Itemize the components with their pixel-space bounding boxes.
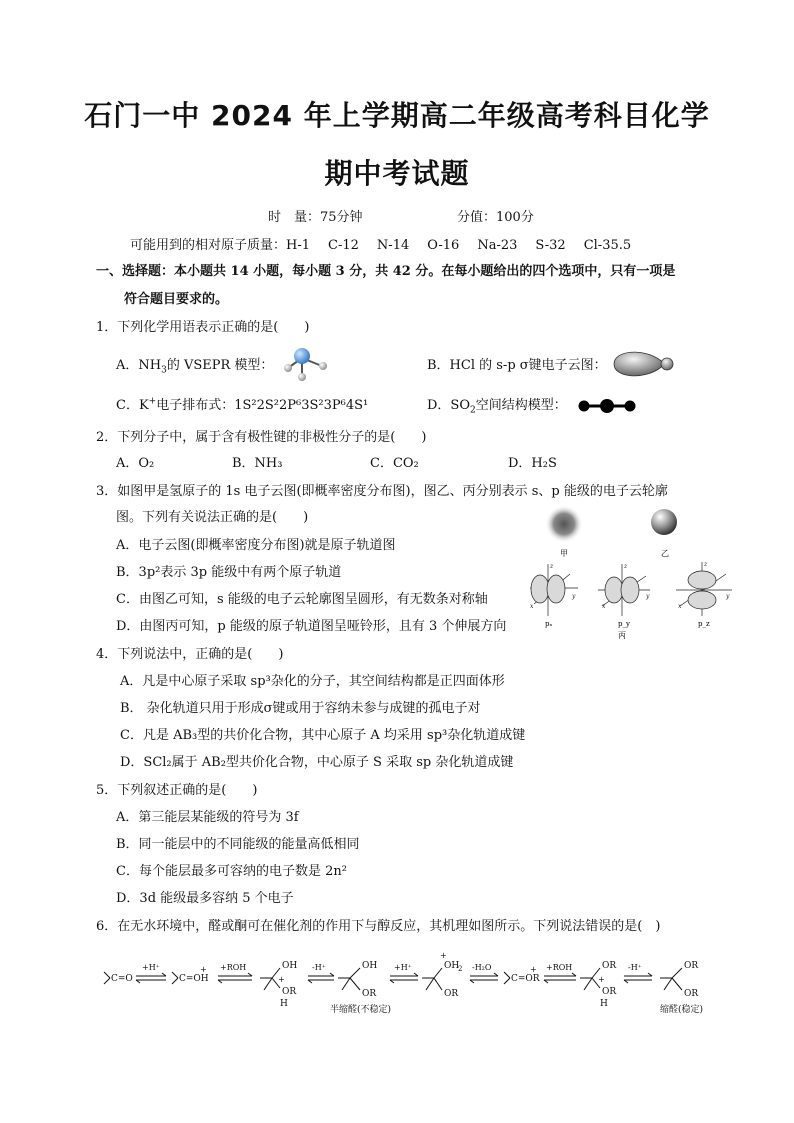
q2-stem: 2．下列分子中，属于含有极性键的非极性分子的是( ) — [96, 430, 427, 445]
svg-text:OR: OR — [602, 961, 617, 971]
q1-stem: 1．下列化学用语表示正确的是( ) — [96, 320, 310, 335]
equilibrium-arrow-2 — [218, 973, 252, 983]
svg-text:C=O: C=O — [111, 974, 133, 984]
svg-text:H: H — [600, 999, 608, 1009]
q2-option-d: D．H₂S — [508, 456, 557, 471]
atomic-mass-na: Na-23 — [477, 238, 518, 253]
exam-score: 分值：100分 — [457, 210, 534, 225]
equilibrium-arrow-7 — [624, 973, 652, 983]
q1-option-b: B．HCl 的 s-p σ键电子云图： — [427, 358, 607, 373]
q3-option-c: C．由图乙可知，s 能级的电子云轮廓图呈圆形，有无数条对称轴 — [116, 592, 488, 607]
q4-option-a: A．凡是中心原子采取 sp³杂化的分子，其空间结构都是正四面体形 — [120, 674, 505, 689]
figure-py-orbital-icon — [598, 564, 650, 616]
q3-option-d: D．由图丙可知，p 能级的原子轨道图呈哑铃形，且有 3 个伸展方向 — [116, 619, 507, 634]
atomic-masses-label: 可能用到的相对原子质量： — [130, 238, 287, 253]
svg-text:x: x — [530, 603, 534, 610]
figure-py-label: p_y — [618, 620, 630, 628]
q5-option-d: D．3d 能级最多容纳 5 个电子 — [116, 891, 294, 906]
svg-text:+: + — [530, 965, 537, 974]
so2-structure-model-icon — [576, 396, 638, 416]
q4-option-b: B． 杂化轨道只用于形成σ键或用于容纳未参与成键的孤电子对 — [120, 701, 481, 716]
exam-title-line2: 期中考试题 — [324, 157, 470, 190]
figure-jia-1s-cloud-icon — [545, 505, 583, 543]
q4-option-d: D．SCl₂属于 AB₂型共价化合物，中心原子 S 采取 sp 杂化轨道成键 — [120, 755, 514, 770]
q2-option-c: C．CO₂ — [370, 456, 419, 471]
orbital-figures — [528, 500, 738, 648]
figure-pz-orbital-icon — [676, 562, 732, 616]
species-oxocarbenium — [504, 965, 540, 984]
equilibrium-arrow-5 — [470, 973, 498, 983]
reagent-6: +ROH — [546, 963, 573, 972]
svg-text:y: y — [646, 593, 650, 600]
section-heading-line2: 符合题目要求的。 — [124, 292, 229, 307]
species-hemiacetal — [338, 968, 360, 990]
q5-option-c: C．每个能层最多可容纳的电子数是 2n² — [116, 864, 347, 879]
svg-text:OR: OR — [684, 961, 699, 971]
svg-text:+: + — [598, 975, 605, 984]
q2-option-b: B．NH₃ — [232, 456, 283, 471]
species-protonated-intermediate — [260, 968, 280, 990]
svg-text:x: x — [678, 603, 682, 610]
reagent-1: +H⁺ — [142, 963, 160, 972]
svg-text:+: + — [200, 965, 207, 974]
q1-option-d: D．$SO_2$空间结构模型： — [427, 398, 567, 416]
reagent-7: -H⁺ — [628, 963, 642, 972]
equilibrium-arrow-1 — [136, 973, 166, 983]
species-oxonium — [422, 968, 442, 990]
svg-text:OH: OH — [362, 961, 378, 971]
q4-stem: 4．下列说法中，正确的是( ) — [96, 647, 284, 662]
figure-pz-label: p_z — [698, 620, 710, 628]
reagent-2: +ROH — [220, 963, 247, 972]
svg-text:y: y — [572, 593, 576, 600]
svg-text:x: x — [602, 603, 606, 610]
figure-bing-label: 丙 — [618, 631, 626, 640]
exam-time: 时 量：75分钟 — [268, 210, 363, 225]
hcl-electron-cloud-icon — [608, 346, 676, 382]
q1-option-a: A．$NH_3$的 VSEPR 模型： — [116, 358, 274, 376]
label-hemiacetal: 半缩醛(不稳定) — [330, 1005, 392, 1015]
q3-option-a: A．电子云图(即概率密度分布图)就是原子轨道图 — [116, 538, 396, 553]
atomic-mass-n: N-14 — [376, 238, 410, 253]
equilibrium-arrow-4 — [390, 973, 418, 983]
section-heading-line1: 一、选择题：本小题共 14 小题，每小题 3 分，共 42 分。在每小题给出的四个选项中，只有一项是 — [96, 264, 676, 279]
reagent-3: -H⁺ — [312, 963, 326, 972]
atomic-mass-h: H-1 — [286, 238, 311, 253]
svg-text:C=OR: C=OR — [511, 974, 540, 984]
species-acetal — [660, 968, 682, 990]
figure-px-orbital-icon — [530, 564, 578, 616]
figure-jia-label: 甲 — [560, 549, 568, 558]
svg-text:H: H — [280, 999, 288, 1009]
species-protonated-acetal — [580, 968, 600, 990]
svg-text:OH: OH — [444, 961, 460, 971]
reagent-5: -H₂O — [472, 963, 492, 972]
atomic-mass-cl: Cl-35.5 — [583, 238, 632, 253]
q5-stem: 5．下列叙述正确的是( ) — [96, 783, 258, 798]
svg-text:y: y — [726, 593, 730, 600]
reagent-4: +H⁺ — [394, 963, 412, 972]
svg-text:OR: OR — [602, 987, 617, 997]
svg-text:C=OH: C=OH — [179, 974, 209, 984]
svg-text:OH: OH — [282, 961, 298, 971]
acetal-mechanism-diagram — [100, 950, 724, 1022]
atomic-mass-c: C-12 — [328, 238, 359, 253]
svg-text:z: z — [704, 561, 708, 568]
figure-px-label: pₓ — [545, 620, 553, 628]
q4-option-c: C．凡是 AB₃型的共价化合物，其中心原子 A 均采用 sp³杂化轨道成键 — [120, 728, 526, 743]
svg-text:z: z — [624, 563, 628, 570]
atomic-mass-o: O-16 — [427, 238, 460, 253]
q6-stem: 6．在无水环境中，醛或酮可在催化剂的作用下与醇反应，其机理如图所示。下列说法错误的是( ) — [96, 919, 661, 934]
nh3-vsepr-model-icon — [278, 344, 334, 384]
q2-option-a: A．O₂ — [116, 456, 155, 471]
figure-yi-s-orbital-icon — [651, 509, 677, 535]
species-carbonyl — [104, 972, 133, 984]
svg-text:OR: OR — [362, 989, 377, 999]
species-protonated-carbonyl — [172, 965, 209, 984]
label-acetal: 缩醛(稳定) — [660, 1005, 704, 1015]
q3-option-b: B．3p²表示 3p 能级中有两个原子轨道 — [116, 565, 342, 580]
svg-text:OR: OR — [684, 989, 699, 999]
equilibrium-arrow-6 — [544, 973, 576, 983]
svg-text:OR: OR — [444, 989, 459, 999]
q5-option-a: A．第三能层某能级的符号为 3f — [116, 810, 299, 825]
atomic-masses-line — [130, 238, 631, 254]
figure-yi-label: 乙 — [661, 549, 669, 558]
svg-text:2: 2 — [458, 965, 463, 973]
svg-text:OR: OR — [282, 987, 297, 997]
svg-text:+: + — [278, 975, 285, 984]
q3-stem-line1: 3．如图甲是氢原子的 1s 电子云图(即概率密度分布图)，图乙、丙分别表示 s、p 能级的电子云轮廓 — [96, 484, 668, 499]
equilibrium-arrow-3 — [308, 973, 334, 983]
exam-title-line1: 石门一中 2024 年上学期高二年级高考科目化学 — [84, 99, 710, 132]
q5-option-b: B．同一能层中的不同能级的能量高低相同 — [116, 837, 360, 852]
q1-option-c: C．K+电子排布式：1S²2S²2P⁶3S²3P⁶4S¹ — [116, 396, 369, 413]
q3-stem-line2: 图。下列有关说法正确的是( ) — [116, 510, 309, 525]
atomic-mass-s: S-32 — [535, 238, 566, 253]
svg-text:z: z — [550, 563, 554, 570]
svg-text:+: + — [440, 951, 447, 960]
